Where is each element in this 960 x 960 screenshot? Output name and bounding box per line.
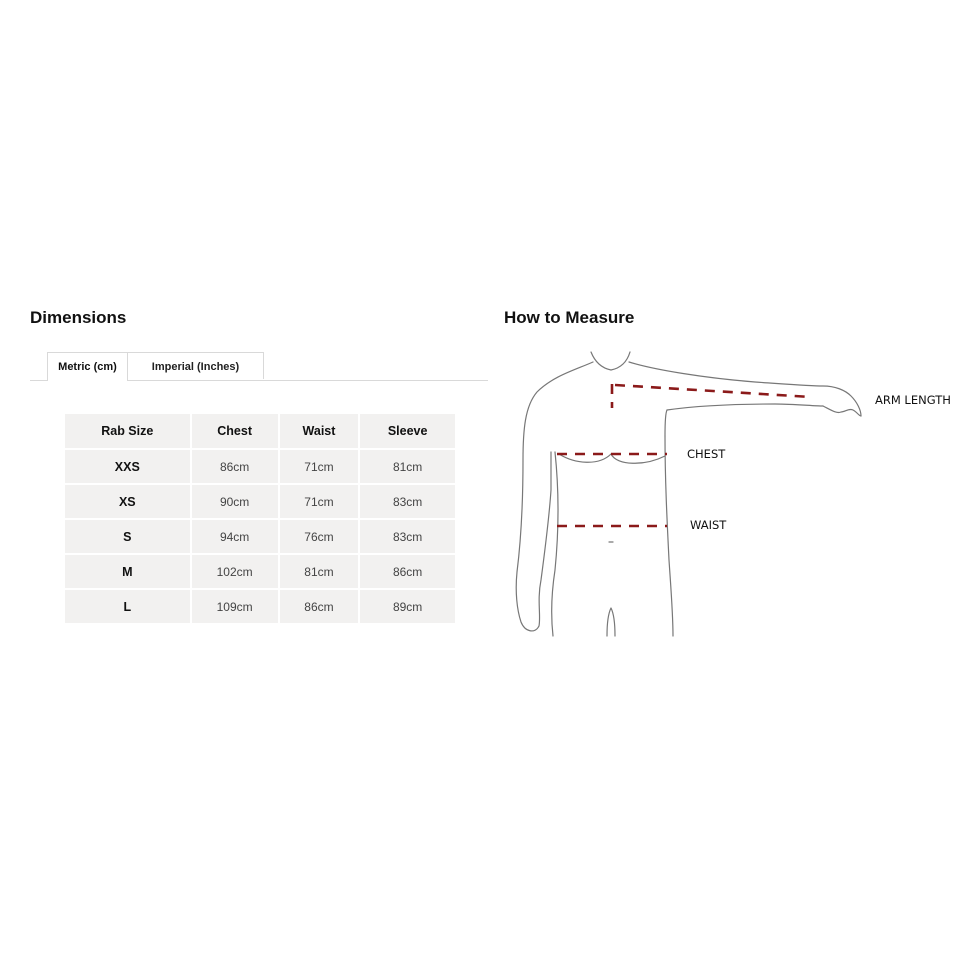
chest-cell: 109cm [192, 590, 278, 623]
unit-tabs [30, 352, 488, 381]
waist-cell: 71cm [280, 485, 359, 518]
sleeve-cell: 86cm [360, 555, 455, 588]
body-measure-diagram [505, 340, 955, 640]
size-cell: M [65, 555, 190, 588]
dimensions-title: Dimensions [30, 308, 127, 327]
body-outline [516, 352, 861, 636]
table-row [65, 485, 455, 518]
chest-cell: 86cm [192, 450, 278, 483]
table-header-row [65, 414, 455, 448]
chest-cell: 102cm [192, 555, 278, 588]
size-cell: XS [65, 485, 190, 518]
sleeve-cell: 83cm [360, 520, 455, 553]
chest-cell: 90cm [192, 485, 278, 518]
measure-lines [557, 384, 811, 526]
waist-cell: 76cm [280, 520, 359, 553]
arm-length-line-horizontal [615, 385, 811, 397]
sleeve-cell: 83cm [360, 485, 455, 518]
waist-cell: 81cm [280, 555, 359, 588]
sleeve-cell: 89cm [360, 590, 455, 623]
arm-length-label: ARM LENGTH [875, 393, 951, 407]
header-chest: Chest [192, 414, 278, 448]
waist-cell: 71cm [280, 450, 359, 483]
size-cell: L [65, 590, 190, 623]
size-cell: S [65, 520, 190, 553]
header-sleeve: Sleeve [360, 414, 455, 448]
size-cell: XXS [65, 450, 190, 483]
header-waist: Waist [280, 414, 359, 448]
size-table [63, 412, 457, 625]
how-to-measure-title: How to Measure [504, 308, 635, 327]
table-row [65, 590, 455, 623]
table-row [65, 450, 455, 483]
chest-label: CHEST [687, 447, 726, 461]
waist-label: WAIST [690, 518, 727, 532]
chest-cell: 94cm [192, 520, 278, 553]
tab-imperial[interactable]: Imperial (Inches) [127, 352, 264, 379]
waist-cell: 86cm [280, 590, 359, 623]
tab-metric[interactable]: Metric (cm) [47, 352, 128, 381]
table-row [65, 520, 455, 553]
sleeve-cell: 81cm [360, 450, 455, 483]
header-rab-size: Rab Size [65, 414, 190, 448]
table-row [65, 555, 455, 588]
